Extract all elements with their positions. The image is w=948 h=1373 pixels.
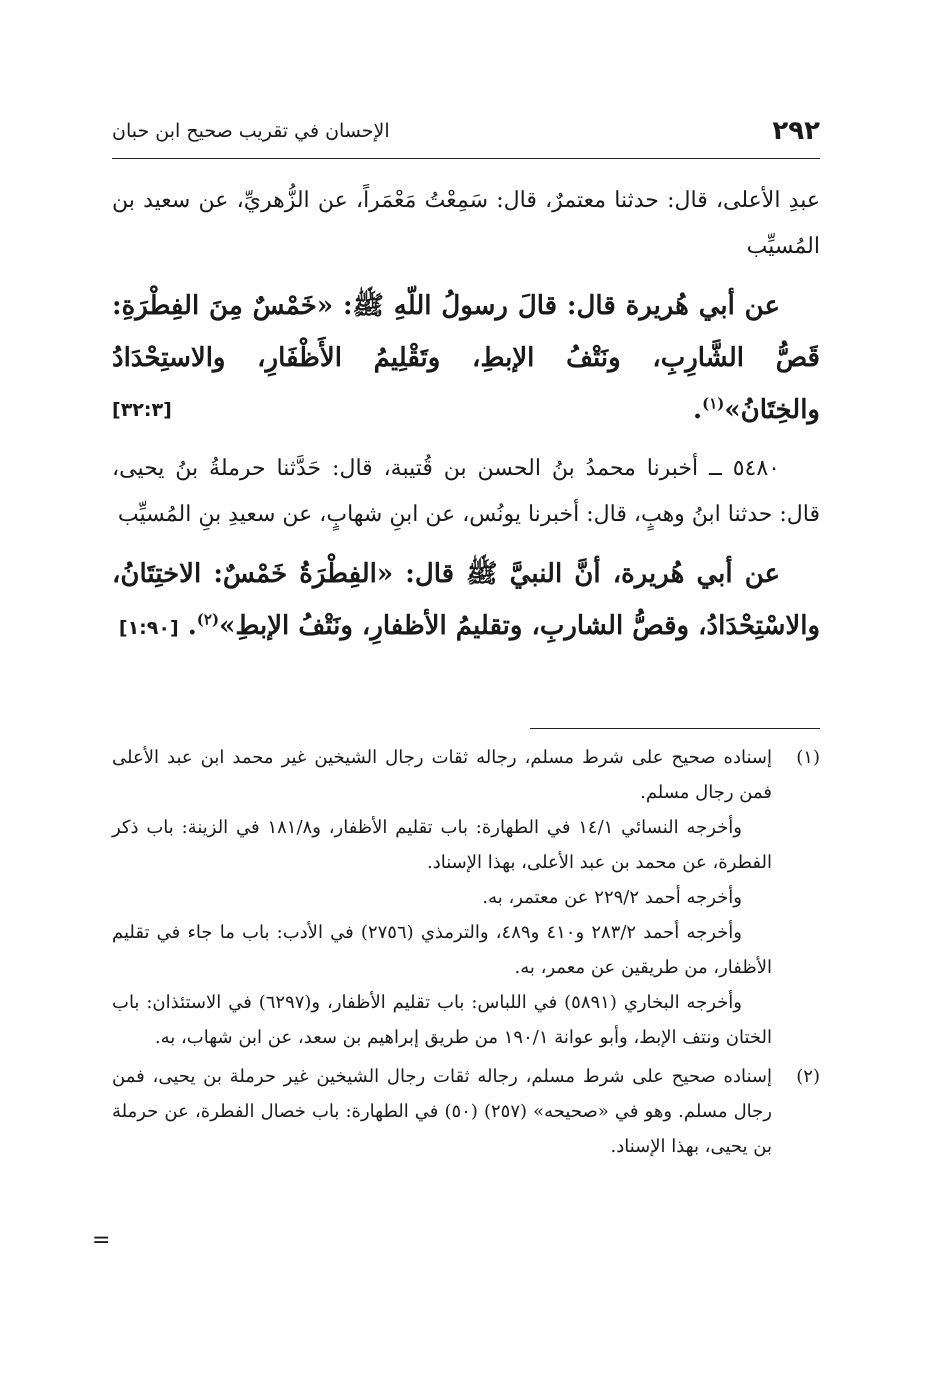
hadith-text-paragraph xyxy=(112,548,820,654)
hadith-text: عن أبي هُريرة قال: قالَ رسولُ اللّهِ ﷺ: «خَمْسٌ مِنَ الفِطْرَةِ: قَصُّ الشَّارِبِ، ونَتْفُ الإبطِ، وتَقْلِيمُ الأَظْفَارِ، والاستِحْدَادُ والخِتَانُ» xyxy=(112,291,820,425)
footnote-line: إسناده صحيح على شرط مسلم، رجاله ثقات رجال الشيخين غير حرملة بن يحيى، فمن رجال مسلم. وهو في «صحيحه» (٢٥٧) (٥٠) في الطهارة: باب خصال الفطرة، عن حرملة بن يحيى، بهذا الإسناد. xyxy=(112,1066,772,1157)
footnote-2 xyxy=(112,1059,820,1164)
footnote-separator xyxy=(530,728,820,729)
sentence-end: . xyxy=(693,395,703,425)
narration-text: ٥٤٨٠ ــ أخبرنا محمدُ بنُ الحسن بن قُتيبة، قال: حَدَّثنا حرملةُ بنُ يحيى، قال: حدثنا ابنُ وهبٍ، قال: أخبرنا يونُس، عن ابنِ شهابٍ، عن سعيدِ بنِ المُسيِّب xyxy=(112,456,820,527)
footnote-number: (١) xyxy=(796,747,820,768)
footnote-marker: (١) xyxy=(702,394,725,413)
footnote-1 xyxy=(112,740,820,1055)
running-title: الإحسان في تقريب صحيح ابن حبان xyxy=(112,120,390,142)
continuation-mark: = xyxy=(92,1228,111,1253)
isnad-text: عبدِ الأعلى، قال: حدثنا معتمرٌ، قال: سَمِعْتُ مَعْمَراً، عن الزُّهريِّ، عن سعيد بن المُسيِّب xyxy=(112,188,820,259)
hadith-reference: [٣٢:٣] xyxy=(112,399,172,421)
footnote-line: وأخرجه النسائي ١٤/١ في الطهارة: باب تقليم الأظفار، و١٨١/٨ في الزينة: باب ذكر الفطرة، عن محمد بن عبد الأعلى، بهذا الإسناد. xyxy=(112,817,772,873)
header-rule xyxy=(112,158,820,159)
isnad-paragraph xyxy=(112,178,820,270)
footnote-line: وأخرجه أحمد ٢٨٣/٢ و٤١٠ و٤٨٩، والترمذي (٢٧٥٦) في الأدب: باب ما جاء في تقليم الأظفار، من طريقين عن معمر، به. xyxy=(112,922,772,978)
footnotes xyxy=(112,740,820,1168)
hadith-reference: [١:٩٠] xyxy=(118,617,179,639)
page-number: ٢٩٢ xyxy=(772,116,820,146)
hadith-text-paragraph xyxy=(112,280,820,436)
page-header xyxy=(112,112,820,156)
footnote-line: إسناده صحيح على شرط مسلم، رجاله ثقات رجال الشيخين غير محمد ابن عبد الأعلى فمن رجال مسلم. xyxy=(112,747,772,803)
hadith-text: عن أبي هُريرة، أنَّ النبيَّ ﷺ قال: «الفِطْرَةُ خَمْسٌ: الاختِتَانُ، والاسْتِحْدَادُ، وقصُّ الشاربِ، وتقليمُ الأظفارِ، ونَتْفُ الإبطِ» xyxy=(112,559,820,641)
sentence-end: . xyxy=(187,611,197,641)
footnote-line: وأخرجه البخاري (٥٨٩١) في اللباس: باب تقليم الأظفار، و(٦٢٩٧) في الاستئذان: باب الختان ونتف الإبط، وأبو عوانة ١٩٠/١ من طريق إبراهيم بن سعد، عن ابن شهاب، به. xyxy=(112,992,772,1048)
narration-paragraph xyxy=(112,446,820,538)
footnote-number: (٢) xyxy=(796,1066,820,1087)
footnote-marker: (٢) xyxy=(196,610,220,629)
footnote-line: وأخرجه أحمد ٢٢٩/٢ عن معتمر، به. xyxy=(482,887,742,908)
main-text xyxy=(112,178,820,664)
